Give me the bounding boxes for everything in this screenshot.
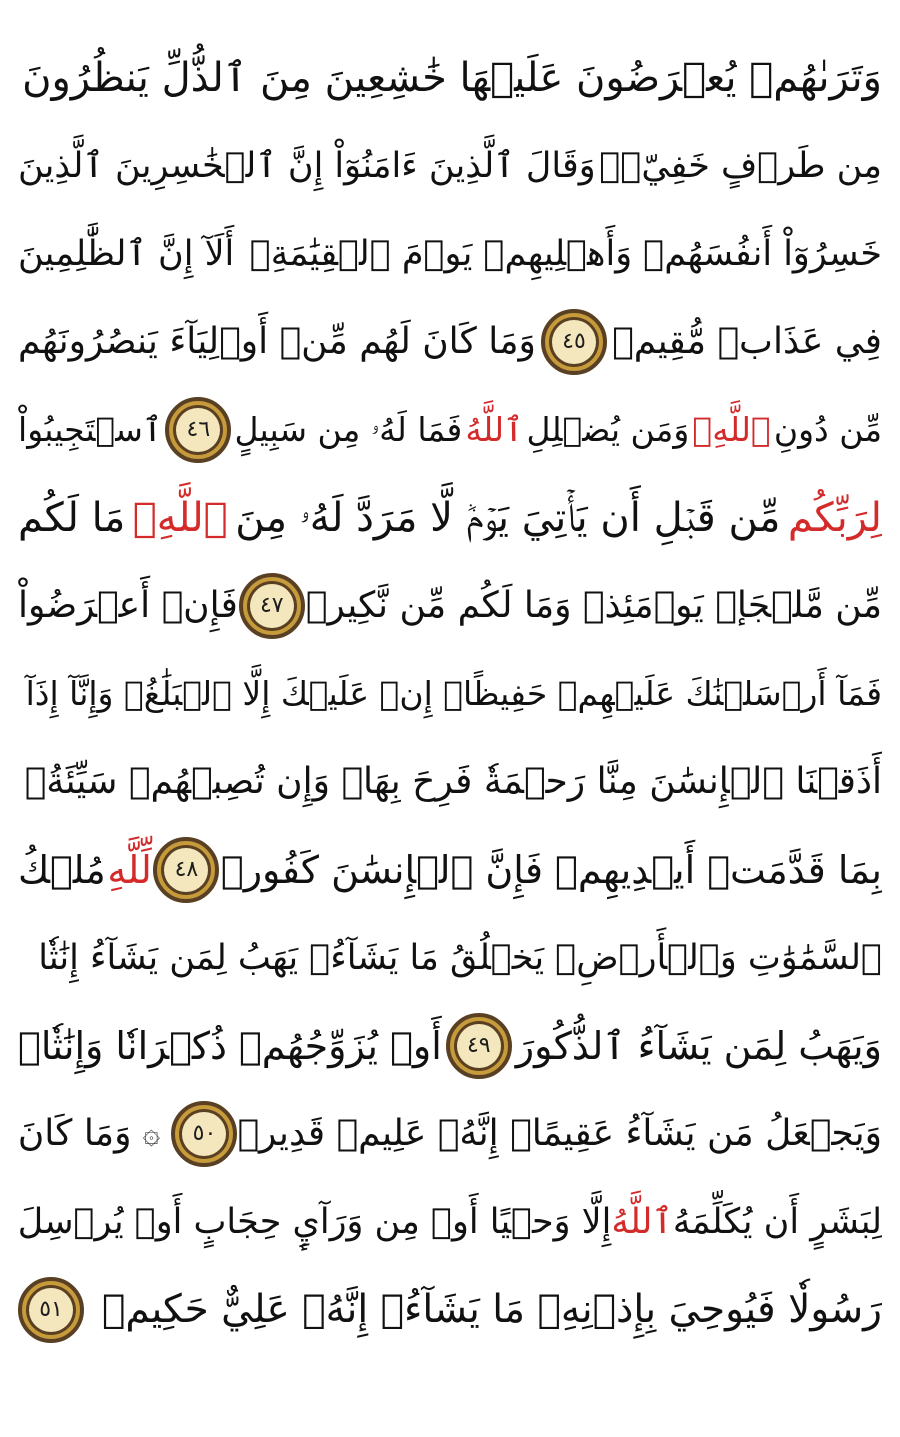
verse-text: وَقَالَ ٱلَّذِينَ ءَامَنُوٓاْ إِنَّ ٱلۡخَٰسِرِينَ ٱلَّذِينَ: [18, 146, 596, 186]
verse-number-marker-icon: ٤٧: [239, 573, 305, 639]
divine-name-text: ٱللَّهِۗ: [692, 410, 771, 449]
verse-number-marker-icon: ٥٠: [171, 1101, 237, 1167]
text-line: [18, 652, 882, 736]
verse-text: أَلَآ إِنَّ ٱلظَّٰلِمِينَ: [18, 234, 235, 274]
verse-text: فَإِنۡ أَعۡرَضُواْ: [18, 585, 238, 626]
divine-name-text: ٱللَّهُ: [611, 1202, 673, 1242]
verse-text: خَسِرُوٓاْ أَنفُسَهُمۡ وَأَهۡلِيهِمۡ يَوۡمَ ٱلۡقِيَٰمَةِۗ: [249, 234, 882, 274]
rub-el-hizb-star-icon: ۞: [142, 1116, 161, 1151]
text-line: [18, 1092, 882, 1176]
verse-text: مَا لَكُم: [18, 495, 126, 541]
verse-number-marker-icon: ٤٩: [446, 1013, 512, 1079]
verse-text: ٱسۡتَجِيبُواْ: [18, 410, 163, 449]
verse-text: وَمَا كَانَ لَهُم مِّنۡ أَوۡلِيَآءَ يَنصُرُونَهُم: [18, 321, 536, 362]
text-line: [18, 740, 882, 824]
verse-text: وَيَجۡعَلُ مَن يَشَآءُ عَقِيمًاۚ إِنَّهُۥ عَلِيمٞ قَدِيرٞ: [237, 1113, 882, 1154]
verse-text: وَمَن يُضۡلِلِ: [526, 410, 690, 449]
verse-text: وَتَرَىٰهُمۡ يُعۡرَضُونَ عَلَيۡهَا خَٰشِعِينَ مِنَ ٱلذُّلِّ يَنظُرُونَ: [22, 55, 882, 101]
divine-name-text: لِّلَّهِ: [107, 848, 152, 892]
text-line: [18, 564, 882, 648]
verse-text: ٱلسَّمَٰوَٰتِ وَٱلۡأَرۡضِۚ يَخۡلُقُ مَا يَشَآءُۚ يَهَبُ لِمَن يَشَآءُ إِنَٰثٗا: [38, 938, 882, 978]
verse-text: مِن طَرۡفٍ خَفِيّٖۗ: [599, 146, 882, 186]
verse-text: بِمَا قَدَّمَتۡ أَيۡدِيهِمۡ فَإِنَّ ٱلۡإِنسَٰنَ كَفُورٞ: [220, 848, 882, 892]
divine-name-text: ٱللَّهُ: [465, 410, 524, 449]
verse-text: إِلَّا وَحۡيًا أَوۡ مِن وَرَآيِٕ حِجَابٍ أَوۡ يُرۡسِلَ: [18, 1202, 612, 1242]
text-line: [18, 1004, 882, 1088]
text-line: [18, 36, 882, 120]
verse-text: فَمَآ أَرۡسَلۡنَٰكَ عَلَيۡهِمۡ حَفِيظًاۖ إِنۡ عَلَيۡكَ إِلَّا ٱلۡبَلَٰغُۗ وَإِنَّآ إِذَآ: [25, 674, 882, 713]
text-line: [18, 300, 882, 384]
text-line: [18, 476, 882, 560]
verse-text: فِي عَذَابٖ مُّقِيمٖ: [612, 321, 882, 362]
divine-name-text: ٱللَّهِۚ: [132, 495, 228, 541]
divine-name-text: لِرَبِّكُم: [787, 495, 882, 541]
verse-text: أَوۡ يُزَوِّجُهُمۡ ذُكۡرَانٗا وَإِنَٰثٗاۖ: [18, 1024, 442, 1068]
verse-number-marker-icon: ٤٥: [541, 309, 607, 375]
verse-number-marker-icon: ٥١: [18, 1277, 84, 1343]
verse-text: رَسُولٗا فَيُوحِيَ بِإِذۡنِهِۦ مَا يَشَآءُۚ إِنَّهُۥ عَلِيٌّ حَكِيمٞ: [101, 1287, 882, 1332]
verse-text: لِبَشَرٍ أَن يُكَلِّمَهُ: [672, 1202, 882, 1242]
verse-text: مِّن دُونِ: [773, 410, 882, 449]
verse-text: مِّن مَّلۡجَإٖ يَوۡمَئِذٖ وَمَا لَكُم مِّن نَّكِيرٖ: [305, 585, 882, 626]
verse-text: وَيَهَبُ لِمَن يَشَآءُ ٱلذُّكُورَ: [515, 1024, 882, 1068]
verse-text: مِّن قَبۡلِ أَن يَأۡتِيَ يَوۡمٞ لَّا مَرَدَّ لَهُۥ مِنَ: [235, 495, 781, 541]
text-line: [18, 1268, 882, 1352]
text-line: [18, 212, 882, 296]
text-line: [18, 388, 882, 472]
text-line: [18, 828, 882, 912]
text-line: [18, 124, 882, 208]
mushaf-page: [18, 8, 882, 1428]
text-line: [18, 1180, 882, 1264]
verse-text: فَمَا لَهُۥ مِن سَبِيلٍ: [234, 410, 463, 449]
verse-number-marker-icon: ٤٦: [165, 397, 231, 463]
text-line: [18, 916, 882, 1000]
verse-number-marker-icon: ٤٨: [153, 837, 219, 903]
verse-text: وَمَا كَانَ: [18, 1113, 132, 1154]
verse-text: مُلۡكُ: [18, 848, 106, 892]
verse-text: أَذَقۡنَا ٱلۡإِنسَٰنَ مِنَّا رَحۡمَةٗ فَرِحَ بِهَاۖ وَإِن تُصِبۡهُمۡ سَيِّئَةُۢ: [24, 761, 882, 802]
